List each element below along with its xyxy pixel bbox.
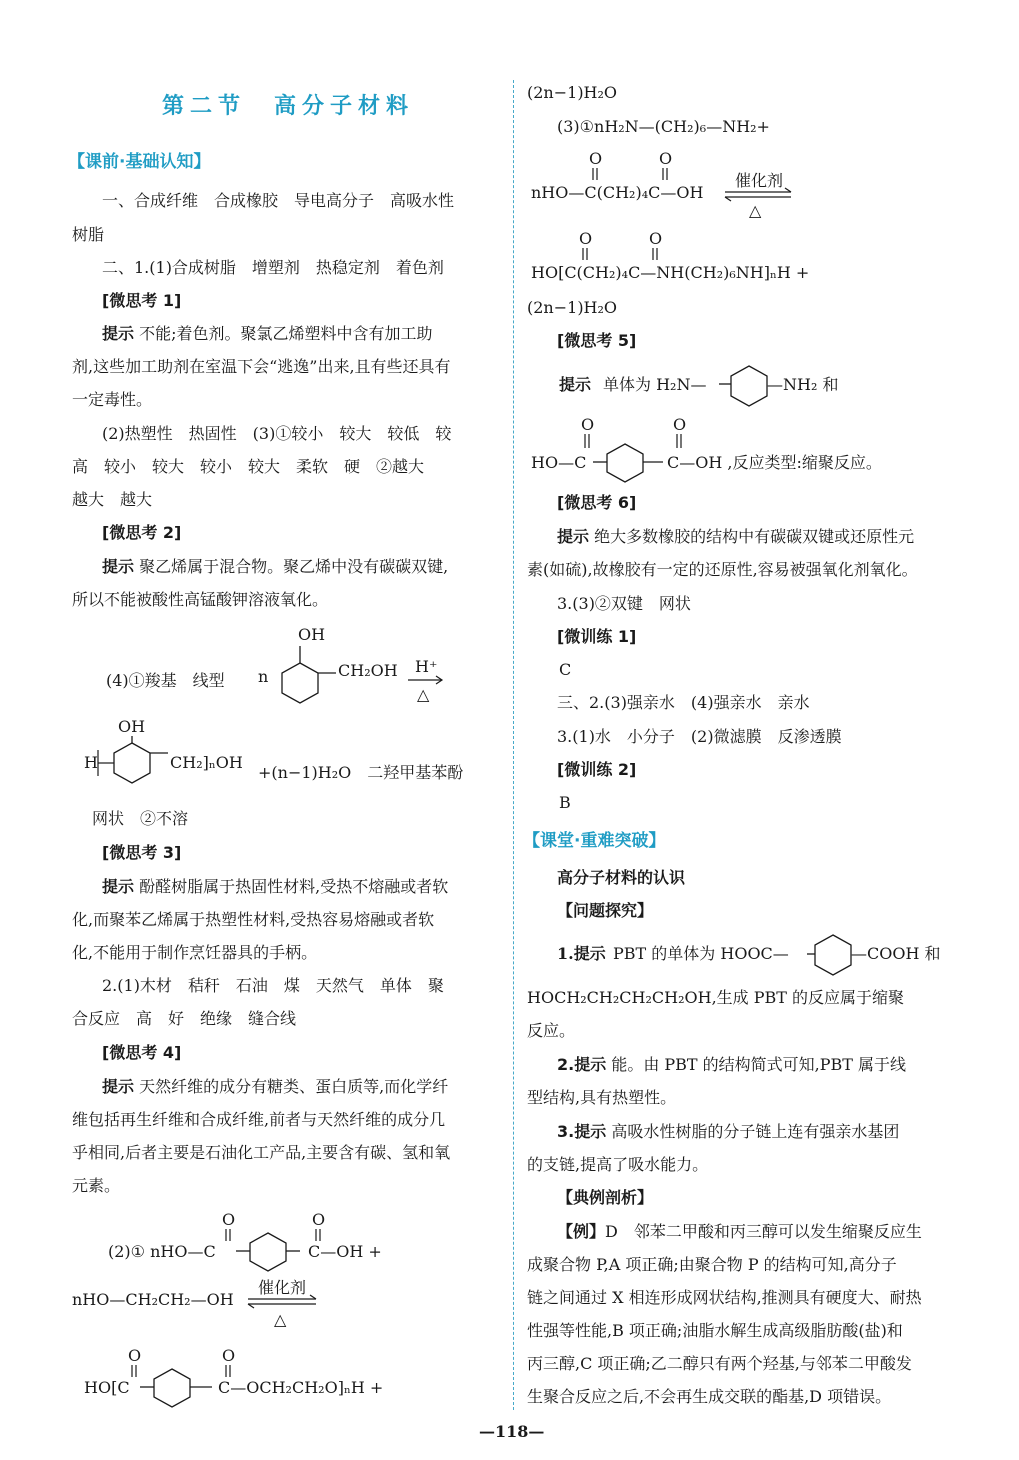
answer-line: 三、2.(3)强亲水 (4)强亲水 亲水 xyxy=(557,693,810,712)
tip-text: 聚乙烯属于混合物。聚乙烯中没有碳碳双键, xyxy=(139,557,449,576)
aramid-monomers xyxy=(527,350,959,490)
svg-text:(2)① nHO—C: (2)① nHO—C xyxy=(108,1242,216,1261)
svg-text:O: O xyxy=(222,1346,236,1365)
tip-text: 的支链,提高了吸水能力。 xyxy=(527,1155,709,1174)
svg-text:H: H xyxy=(84,753,98,772)
example-text: 性强等性能,B 项正确;油脂水解生成高级脂肪酸(盐)和 xyxy=(527,1321,903,1340)
svg-text:O: O xyxy=(222,1210,236,1229)
svg-text:n: n xyxy=(258,667,269,686)
tip-line xyxy=(557,526,914,548)
tip-line xyxy=(102,876,448,898)
tip-label: 提示 xyxy=(102,557,135,576)
tip-text: 所以不能被酸性高锰酸钾溶液氧化。 xyxy=(72,590,329,609)
phenol-formaldehyde-reaction xyxy=(72,620,504,810)
tip-text: 反应。 xyxy=(527,1021,576,1040)
svg-text:催化剂: 催化剂 xyxy=(735,171,784,190)
polyester-reaction xyxy=(72,1205,504,1400)
tip-label: 提示 xyxy=(102,1077,135,1096)
answer-line: (2)热塑性 热固性 (3)①较小 较大 较低 较 xyxy=(102,424,452,443)
answer-line: (4)①羧基 线型 xyxy=(106,671,225,690)
svg-text:O: O xyxy=(659,149,673,168)
svg-text:C—OH +: C—OH + xyxy=(308,1242,382,1261)
think-heading-3: [微思考 3] xyxy=(102,843,182,862)
tip-text: 维包括再生纤维和合成纤维,前者与天然纤维的成分几 xyxy=(72,1110,446,1129)
topic-heading: 高分子材料的认识 xyxy=(557,868,686,887)
think-heading-5: [微思考 5] xyxy=(557,331,637,350)
reaction-line: (3)①nH₂N—(CH₂)₆—NH₂+ xyxy=(557,117,770,136)
svg-text:1.提示: 1.提示 xyxy=(557,944,606,963)
reaction-line: (2n−1)H₂O xyxy=(527,298,618,317)
tip-text: 型结构,具有热塑性。 xyxy=(527,1088,677,1107)
tip-text: 能。由 PBT 的结构简式可知,PBT 属于线 xyxy=(611,1055,907,1074)
svg-text:O: O xyxy=(579,229,593,248)
think-heading-4: [微思考 4] xyxy=(102,1043,182,1062)
example-heading: 【典例剖析】 xyxy=(557,1188,654,1207)
example-text: D 邻苯二甲酸和丙三醇可以发生缩聚反应生 xyxy=(605,1222,922,1241)
answer-line: 二、1.(1)合成树脂 增塑剂 热稳定剂 着色剂 xyxy=(102,258,444,277)
svg-text:HO—C: HO—C xyxy=(531,453,587,472)
answer-line: 2.(1)木材 秸秆 石油 煤 天然气 单体 聚 xyxy=(102,976,444,995)
svg-text:O: O xyxy=(673,415,687,434)
svg-text:HO[C(CH₂)₄C—NH(CH₂)₆NH]ₙH +: HO[C(CH₂)₄C—NH(CH₂)₆NH]ₙH + xyxy=(531,263,810,282)
answer-line: 越大 越大 xyxy=(72,490,153,509)
example-text: 成聚合物 P,A 项正确;由聚合物 P 的结构可知,高分子 xyxy=(527,1255,897,1274)
tip-line xyxy=(557,1054,906,1076)
pbt-monomer xyxy=(527,925,959,975)
svg-text:O: O xyxy=(312,1210,326,1229)
tip-line xyxy=(102,323,433,345)
answer-line: 网状 ②不溶 xyxy=(92,809,189,828)
answer-line: 合反应 高 好 绝缘 缝合线 xyxy=(72,1009,297,1028)
tip-line xyxy=(102,556,448,578)
tip-text: HOCH₂CH₂CH₂CH₂OH,生成 PBT 的反应属于缩聚 xyxy=(527,988,905,1007)
svg-text:C—OCH₂CH₂O]ₙH +: C—OCH₂CH₂O]ₙH + xyxy=(218,1378,384,1397)
svg-text:HO[C: HO[C xyxy=(84,1378,130,1397)
section-heading-in-class: 【课堂·重难突破】 xyxy=(523,831,666,851)
think-heading-2: [微思考 2] xyxy=(102,523,182,542)
tip-label: 提示 xyxy=(102,324,135,343)
svg-text:△: △ xyxy=(417,685,430,704)
tip-text: 不能;着色剂。聚氯乙烯塑料中含有加工助 xyxy=(139,324,433,343)
tip-line xyxy=(557,1121,899,1143)
example-text: 生聚合反应之后,不会再生成交联的酯基,D 项错误。 xyxy=(527,1387,892,1406)
think-heading-1: [微思考 1] xyxy=(102,291,182,310)
svg-text:—COOH 和: —COOH 和 xyxy=(851,944,941,963)
answer-line: 3.(1)水 小分子 (2)微滤膜 反渗透膜 xyxy=(557,727,842,746)
tip-text: 剂,这些加工助剂在室温下会“逃逸”出来,且有些还具有 xyxy=(72,357,451,376)
tip-text: 高吸水性树脂的分子链上连有强亲水基团 xyxy=(611,1122,900,1141)
svg-text:OH: OH xyxy=(298,625,326,644)
svg-text:催化剂: 催化剂 xyxy=(258,1278,307,1297)
tip-text: 天然纤维的成分有糖类、蛋白质等,而化学纤 xyxy=(139,1077,449,1096)
tip-text: 素(如硫),故橡胶有一定的还原性,容易被强氧化剂氧化。 xyxy=(527,560,918,579)
tip-text: 元素。 xyxy=(72,1176,121,1195)
answer-line: 一、合成纤维 合成橡胶 导电高分子 高吸水性 xyxy=(102,191,455,210)
practice-heading-1: [微训练 1] xyxy=(557,627,637,646)
svg-text:O: O xyxy=(581,415,595,434)
svg-text:△: △ xyxy=(749,201,762,220)
problem-heading: 【问题探究】 xyxy=(557,901,654,920)
svg-text:PBT 的单体为 HOOC—: PBT 的单体为 HOOC— xyxy=(613,944,789,963)
tip-label: 2.提示 xyxy=(557,1055,607,1074)
tip-text: 一定毒性。 xyxy=(72,390,153,409)
svg-text:H⁺: H⁺ xyxy=(415,657,438,676)
svg-text:O: O xyxy=(128,1346,142,1365)
tip-text: 化,不能用于制作烹饪器具的手柄。 xyxy=(72,943,318,962)
answer-line: 树脂 xyxy=(72,225,105,244)
svg-text:+(n−1)H₂O 二羟甲基苯酚: +(n−1)H₂O 二羟甲基苯酚 xyxy=(258,763,464,782)
column-divider xyxy=(513,80,514,1410)
svg-text:单体为 H₂N—: 单体为 H₂N— xyxy=(603,375,707,394)
page-number: —118— xyxy=(479,1422,545,1441)
svg-text:CH₂OH: CH₂OH xyxy=(338,661,398,680)
tip-label: 提示 xyxy=(102,877,135,896)
answer-choice: B xyxy=(559,793,571,812)
answer-line: 3.(3)②双键 网状 xyxy=(557,594,691,613)
tip-label: 提示 xyxy=(557,527,590,546)
svg-text:O: O xyxy=(589,149,603,168)
practice-heading-2: [微训练 2] xyxy=(557,760,637,779)
svg-text:nHO—CH₂CH₂—OH: nHO—CH₂CH₂—OH xyxy=(72,1290,234,1309)
svg-text:OH: OH xyxy=(118,717,146,736)
answer-choice: C xyxy=(559,660,572,679)
svg-text:CH₂]ₙOH: CH₂]ₙOH xyxy=(170,753,243,772)
svg-text:O: O xyxy=(649,229,663,248)
tip-label: 3.提示 xyxy=(557,1122,607,1141)
example-label: 【例】 xyxy=(557,1222,606,1241)
reaction-line: (2n−1)H₂O xyxy=(527,83,618,102)
tip-text: 化,而聚苯乙烯属于热塑性材料,受热容易熔融或者软 xyxy=(72,910,435,929)
section-heading-pre-class: 【课前·基础认知】 xyxy=(68,152,211,172)
think-heading-6: [微思考 6] xyxy=(557,493,637,512)
svg-text:提示: 提示 xyxy=(559,375,592,394)
example-text: 链之间通过 X 相连形成网状结构,推测具有硬度大、耐热 xyxy=(527,1288,922,1307)
answer-line: 高 较小 较大 较小 较大 柔软 硬 ②越大 xyxy=(72,457,425,476)
nylon-reaction xyxy=(527,146,959,296)
tip-line xyxy=(102,1076,448,1098)
page-title: 第二节 高分子材料 xyxy=(162,94,415,119)
svg-text:△: △ xyxy=(274,1310,287,1329)
example-line xyxy=(557,1221,922,1243)
svg-text:—NH₂ 和: —NH₂ 和 xyxy=(767,375,839,394)
svg-text:C—OH ,反应类型:缩聚反应。: C—OH ,反应类型:缩聚反应。 xyxy=(667,453,882,472)
svg-text:nHO—C(CH₂)₄C—OH: nHO—C(CH₂)₄C—OH xyxy=(531,183,704,202)
tip-text: 乎相同,后者主要是石油化工产品,主要含有碳、氢和氧 xyxy=(72,1143,451,1162)
example-text: 丙三醇,C 项正确;乙二醇只有两个羟基,与邻苯二甲酸发 xyxy=(527,1354,912,1373)
tip-text: 绝大多数橡胶的结构中有碳碳双键或还原性元 xyxy=(594,527,915,546)
tip-text: 酚醛树脂属于热固性材料,受热不熔融或者软 xyxy=(139,877,449,896)
